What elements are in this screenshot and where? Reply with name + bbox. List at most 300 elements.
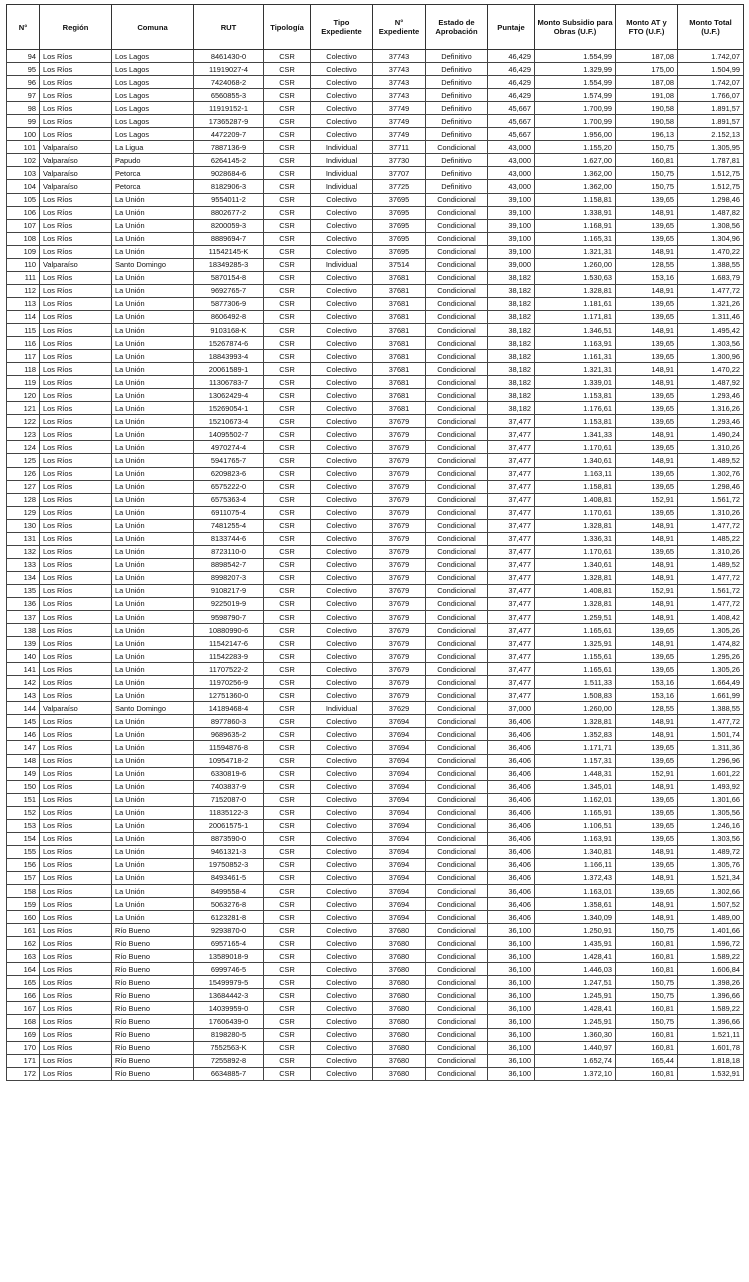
cell-numero-expediente: 37681 xyxy=(373,337,426,350)
cell-comuna: Río Bueno xyxy=(112,963,194,976)
cell-tipo-expediente: Colectivo xyxy=(311,950,373,963)
cell-tipo-expediente: Colectivo xyxy=(311,532,373,545)
cell-monto-at-fto: 160,81 xyxy=(616,937,678,950)
cell-monto-obras: 1.554,99 xyxy=(535,76,616,89)
cell-tipologia: CSR xyxy=(264,415,311,428)
cell-rut: 11542145-K xyxy=(194,245,264,258)
cell-rut: 6999746-5 xyxy=(194,963,264,976)
cell-tipologia: CSR xyxy=(264,806,311,819)
cell-puntaje: 36,406 xyxy=(488,715,535,728)
cell-numero-expediente: 37679 xyxy=(373,467,426,480)
cell-monto-total: 1.507,52 xyxy=(678,898,744,911)
cell-tipologia: CSR xyxy=(264,519,311,532)
cell-rut: 11542283-9 xyxy=(194,650,264,663)
cell-comuna: Santo Domingo xyxy=(112,258,194,271)
cell-tipologia: CSR xyxy=(264,154,311,167)
cell-monto-total: 1.477,72 xyxy=(678,715,744,728)
cell-monto-total: 1.818,18 xyxy=(678,1054,744,1067)
cell-tipologia: CSR xyxy=(264,323,311,336)
cell-puntaje: 37,477 xyxy=(488,624,535,637)
cell-monto-obras: 1.321,31 xyxy=(535,245,616,258)
cell-numero-expediente: 37680 xyxy=(373,976,426,989)
cell-puntaje: 36,406 xyxy=(488,819,535,832)
cell-puntaje: 36,406 xyxy=(488,858,535,871)
cell-estado: Condicional xyxy=(426,363,488,376)
cell-puntaje: 39,100 xyxy=(488,245,535,258)
cell-rut: 17365287-9 xyxy=(194,115,264,128)
cell-monto-total: 1.321,26 xyxy=(678,297,744,310)
cell-estado: Condicional xyxy=(426,337,488,350)
cell-region: Los Ríos xyxy=(40,480,112,493)
cell-number: 119 xyxy=(7,376,40,389)
cell-tipo-expediente: Colectivo xyxy=(311,663,373,676)
cell-number: 130 xyxy=(7,519,40,532)
cell-monto-obras: 1.530,63 xyxy=(535,271,616,284)
cell-tipologia: CSR xyxy=(264,63,311,76)
cell-estado: Condicional xyxy=(426,1028,488,1041)
cell-numero-expediente: 37679 xyxy=(373,415,426,428)
cell-monto-at-fto: 139,65 xyxy=(616,858,678,871)
cell-monto-total: 1.561,72 xyxy=(678,584,744,597)
cell-monto-at-fto: 139,65 xyxy=(616,337,678,350)
table-row xyxy=(7,637,744,650)
cell-puntaje: 37,477 xyxy=(488,415,535,428)
cell-puntaje: 37,477 xyxy=(488,663,535,676)
cell-estado: Condicional xyxy=(426,584,488,597)
cell-comuna: Los Lagos xyxy=(112,128,194,141)
table-row xyxy=(7,50,744,63)
cell-number: 164 xyxy=(7,963,40,976)
cell-numero-expediente: 37681 xyxy=(373,389,426,402)
cell-tipologia: CSR xyxy=(264,780,311,793)
cell-estado: Condicional xyxy=(426,141,488,154)
cell-tipo-expediente: Colectivo xyxy=(311,637,373,650)
cell-monto-at-fto: 139,65 xyxy=(616,193,678,206)
cell-monto-total: 1.501,74 xyxy=(678,728,744,741)
cell-monto-at-fto: 139,65 xyxy=(616,310,678,323)
cell-puntaje: 38,182 xyxy=(488,323,535,336)
cell-region: Los Ríos xyxy=(40,924,112,937)
table-row xyxy=(7,284,744,297)
cell-monto-obras: 1.161,31 xyxy=(535,350,616,363)
cell-numero-expediente: 37711 xyxy=(373,141,426,154)
cell-region: Los Ríos xyxy=(40,728,112,741)
cell-numero-expediente: 37679 xyxy=(373,584,426,597)
cell-rut: 14039959-0 xyxy=(194,1002,264,1015)
cell-number: 123 xyxy=(7,428,40,441)
cell-monto-obras: 1.250,91 xyxy=(535,924,616,937)
cell-monto-obras: 1.162,01 xyxy=(535,793,616,806)
cell-monto-obras: 1.245,91 xyxy=(535,989,616,1002)
cell-tipo-expediente: Colectivo xyxy=(311,976,373,989)
cell-puntaje: 38,182 xyxy=(488,376,535,389)
cell-comuna: Río Bueno xyxy=(112,976,194,989)
cell-puntaje: 37,477 xyxy=(488,428,535,441)
table-row xyxy=(7,911,744,924)
cell-monto-obras: 1.153,81 xyxy=(535,415,616,428)
cell-region: Los Ríos xyxy=(40,911,112,924)
cell-numero-expediente: 37680 xyxy=(373,963,426,976)
cell-monto-obras: 1.328,81 xyxy=(535,519,616,532)
cell-monto-at-fto: 148,91 xyxy=(616,571,678,584)
cell-estado: Condicional xyxy=(426,1015,488,1028)
cell-comuna: La Unión xyxy=(112,650,194,663)
cell-tipo-expediente: Colectivo xyxy=(311,206,373,219)
cell-tipo-expediente: Colectivo xyxy=(311,389,373,402)
cell-puntaje: 37,477 xyxy=(488,519,535,532)
cell-monto-total: 1.561,72 xyxy=(678,493,744,506)
cell-estado: Condicional xyxy=(426,284,488,297)
cell-rut: 6575363-4 xyxy=(194,493,264,506)
cell-number: 128 xyxy=(7,493,40,506)
cell-tipo-expediente: Colectivo xyxy=(311,885,373,898)
cell-estado: Condicional xyxy=(426,454,488,467)
cell-monto-obras: 1.408,81 xyxy=(535,493,616,506)
cell-tipologia: CSR xyxy=(264,584,311,597)
cell-comuna: La Unión xyxy=(112,467,194,480)
cell-puntaje: 39,100 xyxy=(488,219,535,232)
cell-estado: Condicional xyxy=(426,310,488,323)
cell-rut: 5063276-8 xyxy=(194,898,264,911)
cell-monto-at-fto: 139,65 xyxy=(616,480,678,493)
cell-region: Los Ríos xyxy=(40,819,112,832)
cell-puntaje: 37,477 xyxy=(488,454,535,467)
cell-rut: 15269054-1 xyxy=(194,402,264,415)
cell-numero-expediente: 37680 xyxy=(373,950,426,963)
col-header-rut: RUT xyxy=(194,5,264,50)
cell-region: Los Ríos xyxy=(40,219,112,232)
cell-tipologia: CSR xyxy=(264,128,311,141)
cell-tipo-expediente: Colectivo xyxy=(311,741,373,754)
cell-puntaje: 36,406 xyxy=(488,871,535,884)
cell-region: Los Ríos xyxy=(40,611,112,624)
table-body xyxy=(7,50,744,1081)
cell-comuna: La Unión xyxy=(112,885,194,898)
cell-tipologia: CSR xyxy=(264,532,311,545)
cell-monto-obras: 1.171,81 xyxy=(535,310,616,323)
cell-tipo-expediente: Colectivo xyxy=(311,428,373,441)
cell-tipologia: CSR xyxy=(264,637,311,650)
cell-rut: 8606492-8 xyxy=(194,310,264,323)
cell-tipologia: CSR xyxy=(264,571,311,584)
cell-monto-at-fto: 160,81 xyxy=(616,1041,678,1054)
cell-tipologia: CSR xyxy=(264,454,311,467)
cell-comuna: La Unión xyxy=(112,219,194,232)
cell-region: Los Ríos xyxy=(40,885,112,898)
cell-tipologia: CSR xyxy=(264,597,311,610)
table-row xyxy=(7,337,744,350)
cell-number: 107 xyxy=(7,219,40,232)
cell-monto-total: 1.477,72 xyxy=(678,597,744,610)
cell-rut: 13062429-4 xyxy=(194,389,264,402)
cell-region: Los Ríos xyxy=(40,376,112,389)
cell-numero-expediente: 37725 xyxy=(373,180,426,193)
table-row xyxy=(7,102,744,115)
cell-comuna: La Unión xyxy=(112,611,194,624)
cell-tipologia: CSR xyxy=(264,611,311,624)
cell-estado: Condicional xyxy=(426,832,488,845)
cell-monto-total: 1.302,76 xyxy=(678,467,744,480)
cell-monto-total: 1.293,46 xyxy=(678,389,744,402)
cell-tipologia: CSR xyxy=(264,493,311,506)
cell-numero-expediente: 37743 xyxy=(373,50,426,63)
cell-number: 160 xyxy=(7,911,40,924)
cell-monto-total: 1.589,22 xyxy=(678,950,744,963)
cell-comuna: La Unión xyxy=(112,415,194,428)
cell-number: 121 xyxy=(7,402,40,415)
cell-comuna: La Unión xyxy=(112,597,194,610)
cell-puntaje: 38,182 xyxy=(488,350,535,363)
table-row xyxy=(7,415,744,428)
cell-monto-obras: 1.362,00 xyxy=(535,167,616,180)
cell-puntaje: 36,100 xyxy=(488,963,535,976)
cell-tipologia: CSR xyxy=(264,337,311,350)
cell-comuna: Río Bueno xyxy=(112,950,194,963)
cell-puntaje: 43,000 xyxy=(488,154,535,167)
cell-monto-at-fto: 139,65 xyxy=(616,832,678,845)
cell-monto-at-fto: 160,81 xyxy=(616,1028,678,1041)
table-row xyxy=(7,493,744,506)
table-row xyxy=(7,1015,744,1028)
cell-monto-obras: 1.339,01 xyxy=(535,376,616,389)
col-header-puntaje: Puntaje xyxy=(488,5,535,50)
cell-number: 134 xyxy=(7,571,40,584)
cell-number: 96 xyxy=(7,76,40,89)
cell-tipo-expediente: Colectivo xyxy=(311,611,373,624)
cell-numero-expediente: 37680 xyxy=(373,989,426,1002)
cell-monto-obras: 1.321,31 xyxy=(535,363,616,376)
cell-tipo-expediente: Colectivo xyxy=(311,1067,373,1080)
cell-region: Valparaíso xyxy=(40,167,112,180)
cell-tipo-expediente: Colectivo xyxy=(311,558,373,571)
table-row xyxy=(7,558,744,571)
cell-monto-total: 1.521,11 xyxy=(678,1028,744,1041)
cell-monto-obras: 1.153,81 xyxy=(535,389,616,402)
cell-puntaje: 37,477 xyxy=(488,571,535,584)
cell-comuna: La Unión xyxy=(112,402,194,415)
cell-monto-obras: 1.574,99 xyxy=(535,89,616,102)
cell-number: 98 xyxy=(7,102,40,115)
cell-rut: 8977860-3 xyxy=(194,715,264,728)
cell-numero-expediente: 37514 xyxy=(373,258,426,271)
cell-puntaje: 36,406 xyxy=(488,793,535,806)
cell-rut: 6957165-4 xyxy=(194,937,264,950)
cell-tipo-expediente: Colectivo xyxy=(311,519,373,532)
cell-numero-expediente: 37679 xyxy=(373,519,426,532)
cell-region: Los Ríos xyxy=(40,898,112,911)
cell-puntaje: 39,100 xyxy=(488,232,535,245)
cell-numero-expediente: 37680 xyxy=(373,1041,426,1054)
cell-monto-obras: 1.260,00 xyxy=(535,258,616,271)
cell-puntaje: 46,429 xyxy=(488,63,535,76)
cell-tipo-expediente: Colectivo xyxy=(311,441,373,454)
table-row xyxy=(7,924,744,937)
cell-tipologia: CSR xyxy=(264,845,311,858)
table-row xyxy=(7,402,744,415)
cell-monto-obras: 1.165,91 xyxy=(535,806,616,819)
table-row xyxy=(7,219,744,232)
cell-estado: Condicional xyxy=(426,193,488,206)
cell-tipologia: CSR xyxy=(264,428,311,441)
cell-region: Los Ríos xyxy=(40,102,112,115)
cell-number: 147 xyxy=(7,741,40,754)
cell-estado: Condicional xyxy=(426,571,488,584)
cell-puntaje: 37,477 xyxy=(488,480,535,493)
cell-number: 115 xyxy=(7,323,40,336)
cell-comuna: La Unión xyxy=(112,350,194,363)
cell-estado: Condicional xyxy=(426,754,488,767)
cell-tipo-expediente: Individual xyxy=(311,180,373,193)
cell-monto-total: 1.305,76 xyxy=(678,858,744,871)
cell-comuna: Los Lagos xyxy=(112,102,194,115)
cell-comuna: La Unión xyxy=(112,911,194,924)
cell-number: 127 xyxy=(7,480,40,493)
cell-monto-at-fto: 139,65 xyxy=(616,389,678,402)
cell-puntaje: 37,477 xyxy=(488,597,535,610)
cell-rut: 10880990-6 xyxy=(194,624,264,637)
cell-number: 132 xyxy=(7,545,40,558)
cell-number: 95 xyxy=(7,63,40,76)
cell-numero-expediente: 37694 xyxy=(373,806,426,819)
cell-estado: Condicional xyxy=(426,258,488,271)
cell-estado: Condicional xyxy=(426,389,488,402)
cell-number: 148 xyxy=(7,754,40,767)
col-header-estado-aprobacion: Estado de Aprobación xyxy=(426,5,488,50)
cell-estado: Definitivo xyxy=(426,50,488,63)
cell-number: 146 xyxy=(7,728,40,741)
cell-comuna: Los Lagos xyxy=(112,50,194,63)
cell-rut: 8198280-5 xyxy=(194,1028,264,1041)
cell-monto-obras: 1.956,00 xyxy=(535,128,616,141)
cell-numero-expediente: 37679 xyxy=(373,428,426,441)
cell-tipo-expediente: Colectivo xyxy=(311,232,373,245)
cell-monto-at-fto: 190,58 xyxy=(616,102,678,115)
cell-number: 136 xyxy=(7,597,40,610)
cell-monto-total: 1.664,49 xyxy=(678,676,744,689)
cell-tipologia: CSR xyxy=(264,924,311,937)
cell-tipologia: CSR xyxy=(264,558,311,571)
cell-numero-expediente: 37679 xyxy=(373,611,426,624)
cell-tipologia: CSR xyxy=(264,115,311,128)
cell-rut: 15499979-5 xyxy=(194,976,264,989)
cell-number: 165 xyxy=(7,976,40,989)
cell-comuna: La Unión xyxy=(112,571,194,584)
cell-rut: 19750852-3 xyxy=(194,858,264,871)
cell-tipologia: CSR xyxy=(264,676,311,689)
cell-number: 154 xyxy=(7,832,40,845)
cell-monto-total: 1.596,72 xyxy=(678,937,744,950)
cell-tipo-expediente: Individual xyxy=(311,702,373,715)
cell-tipologia: CSR xyxy=(264,663,311,676)
cell-region: Los Ríos xyxy=(40,441,112,454)
cell-monto-obras: 1.176,61 xyxy=(535,402,616,415)
cell-numero-expediente: 37681 xyxy=(373,350,426,363)
cell-estado: Condicional xyxy=(426,350,488,363)
cell-numero-expediente: 37681 xyxy=(373,284,426,297)
cell-monto-at-fto: 148,91 xyxy=(616,206,678,219)
cell-region: Los Ríos xyxy=(40,232,112,245)
cell-monto-total: 1.470,22 xyxy=(678,245,744,258)
cell-monto-obras: 1.165,61 xyxy=(535,624,616,637)
cell-monto-total: 1.246,16 xyxy=(678,819,744,832)
cell-tipologia: CSR xyxy=(264,1028,311,1041)
cell-comuna: La Unión xyxy=(112,741,194,754)
cell-monto-at-fto: 128,55 xyxy=(616,258,678,271)
cell-number: 102 xyxy=(7,154,40,167)
cell-numero-expediente: 37694 xyxy=(373,715,426,728)
cell-estado: Condicional xyxy=(426,767,488,780)
cell-monto-at-fto: 139,65 xyxy=(616,624,678,637)
cell-number: 142 xyxy=(7,676,40,689)
cell-estado: Definitivo xyxy=(426,167,488,180)
cell-rut: 5941765-7 xyxy=(194,454,264,467)
cell-estado: Condicional xyxy=(426,689,488,702)
table-row xyxy=(7,1002,744,1015)
cell-comuna: La Unión xyxy=(112,232,194,245)
cell-monto-total: 1.742,07 xyxy=(678,50,744,63)
cell-region: Los Ríos xyxy=(40,545,112,558)
cell-rut: 4970274-4 xyxy=(194,441,264,454)
cell-region: Los Ríos xyxy=(40,206,112,219)
cell-tipo-expediente: Individual xyxy=(311,167,373,180)
cell-puntaje: 36,100 xyxy=(488,950,535,963)
cell-region: Los Ríos xyxy=(40,715,112,728)
cell-numero-expediente: 37680 xyxy=(373,1067,426,1080)
cell-monto-total: 1.300,96 xyxy=(678,350,744,363)
cell-rut: 5870154-8 xyxy=(194,271,264,284)
cell-rut: 14095502-7 xyxy=(194,428,264,441)
cell-rut: 9554011-2 xyxy=(194,193,264,206)
cell-puntaje: 36,406 xyxy=(488,728,535,741)
cell-number: 172 xyxy=(7,1067,40,1080)
cell-region: Los Ríos xyxy=(40,428,112,441)
cell-puntaje: 39,100 xyxy=(488,193,535,206)
cell-estado: Definitivo xyxy=(426,115,488,128)
table-row xyxy=(7,624,744,637)
cell-number: 104 xyxy=(7,180,40,193)
table-header-row xyxy=(7,5,744,50)
cell-numero-expediente: 37694 xyxy=(373,871,426,884)
cell-region: Los Ríos xyxy=(40,519,112,532)
cell-tipologia: CSR xyxy=(264,767,311,780)
cell-tipo-expediente: Colectivo xyxy=(311,480,373,493)
cell-tipologia: CSR xyxy=(264,284,311,297)
cell-tipologia: CSR xyxy=(264,1015,311,1028)
cell-rut: 7403837-9 xyxy=(194,780,264,793)
cell-numero-expediente: 37695 xyxy=(373,219,426,232)
cell-region: Los Ríos xyxy=(40,1015,112,1028)
cell-number: 112 xyxy=(7,284,40,297)
cell-tipologia: CSR xyxy=(264,937,311,950)
cell-estado: Definitivo xyxy=(426,180,488,193)
cell-tipologia: CSR xyxy=(264,885,311,898)
cell-monto-total: 1.298,46 xyxy=(678,480,744,493)
cell-estado: Condicional xyxy=(426,532,488,545)
cell-monto-total: 1.305,56 xyxy=(678,806,744,819)
cell-numero-expediente: 37694 xyxy=(373,898,426,911)
table-row xyxy=(7,885,744,898)
cell-numero-expediente: 37694 xyxy=(373,754,426,767)
cell-puntaje: 36,406 xyxy=(488,767,535,780)
cell-region: Los Ríos xyxy=(40,871,112,884)
cell-monto-at-fto: 153,16 xyxy=(616,689,678,702)
cell-tipologia: CSR xyxy=(264,206,311,219)
cell-region: Los Ríos xyxy=(40,415,112,428)
cell-rut: 18349285-3 xyxy=(194,258,264,271)
table-row xyxy=(7,845,744,858)
cell-monto-obras: 1.352,83 xyxy=(535,728,616,741)
cell-rut: 8802677-2 xyxy=(194,206,264,219)
